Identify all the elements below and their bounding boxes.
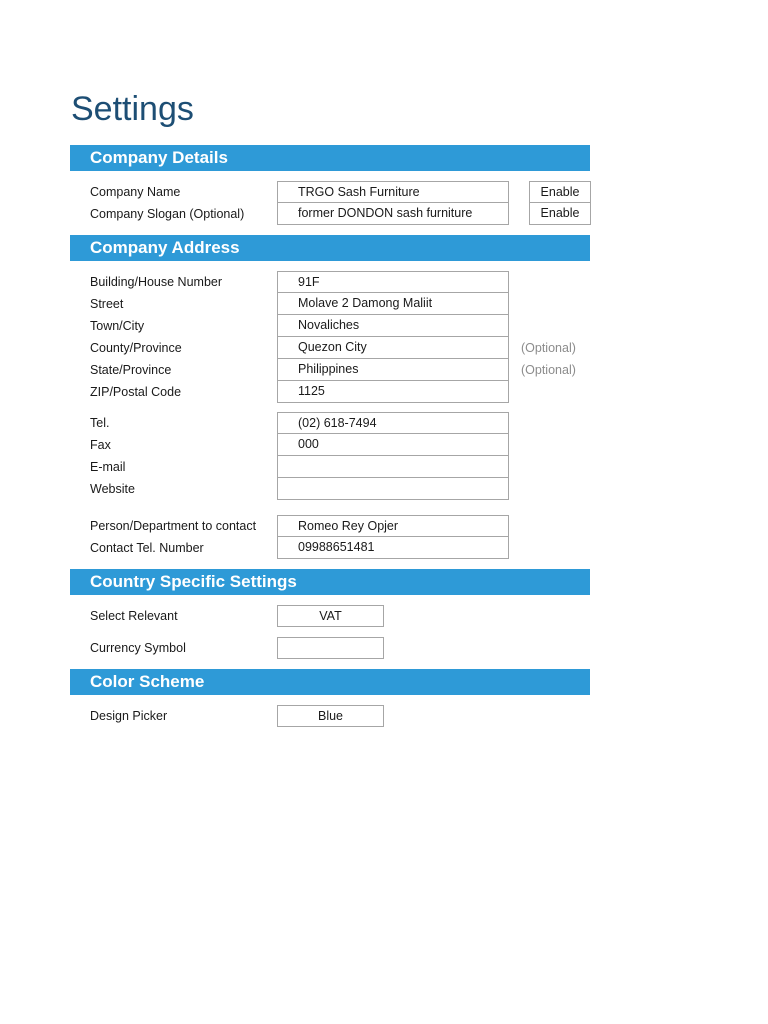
select-relevant-label: Select Relevant <box>90 609 178 623</box>
contact-tel-field[interactable]: 09988651481 <box>277 537 509 559</box>
section-header-company-details: Company Details <box>70 145 590 171</box>
zip-code-field[interactable]: 1125 <box>277 381 509 403</box>
state-province-field[interactable]: Philippines <box>277 359 509 381</box>
county-province-field[interactable]: Quezon City <box>277 337 509 359</box>
website-field[interactable] <box>277 478 509 500</box>
county-optional-hint: (Optional) <box>521 341 576 355</box>
building-number-field[interactable]: 91F <box>277 271 509 293</box>
currency-symbol-label: Currency Symbol <box>90 641 186 655</box>
town-city-label: Town/City <box>90 319 145 333</box>
street-field[interactable]: Molave 2 Damong Maliit <box>277 293 509 315</box>
company-name-label: Company Name <box>90 185 181 199</box>
building-number-label: Building/House Number <box>90 275 223 289</box>
tel-label: Tel. <box>90 416 110 430</box>
contact-tel-label: Contact Tel. Number <box>90 541 204 555</box>
section-header-color-scheme: Color Scheme <box>70 669 590 695</box>
section-header-country-settings: Country Specific Settings <box>70 569 590 595</box>
website-label: Website <box>90 482 135 496</box>
town-city-field[interactable]: Novaliches <box>277 315 509 337</box>
fax-field[interactable]: 000 <box>277 434 509 456</box>
design-picker-dropdown[interactable]: Blue <box>277 705 384 727</box>
design-picker-label: Design Picker <box>90 709 168 723</box>
section-header-company-address: Company Address <box>70 235 590 261</box>
page-title: Settings <box>71 90 194 128</box>
zip-code-label: ZIP/Postal Code <box>90 385 182 399</box>
email-label: E-mail <box>90 460 126 474</box>
select-relevant-dropdown[interactable]: VAT <box>277 605 384 627</box>
street-label: Street <box>90 297 124 311</box>
company-slogan-field[interactable]: former DONDON sash furniture <box>277 203 509 225</box>
currency-symbol-field[interactable] <box>277 637 384 659</box>
state-optional-hint: (Optional) <box>521 363 576 377</box>
state-province-label: State/Province <box>90 363 172 377</box>
company-name-enable-toggle[interactable]: Enable <box>529 181 591 203</box>
company-slogan-label: Company Slogan (Optional) <box>90 207 245 221</box>
fax-label: Fax <box>90 438 111 452</box>
tel-field[interactable]: (02) 618-7494 <box>277 412 509 434</box>
company-slogan-enable-toggle[interactable]: Enable <box>529 203 591 225</box>
company-name-field[interactable]: TRGO Sash Furniture <box>277 181 509 203</box>
county-province-label: County/Province <box>90 341 182 355</box>
contact-person-field[interactable]: Romeo Rey Opjer <box>277 515 509 537</box>
email-field[interactable] <box>277 456 509 478</box>
contact-person-label: Person/Department to contact <box>90 519 257 533</box>
